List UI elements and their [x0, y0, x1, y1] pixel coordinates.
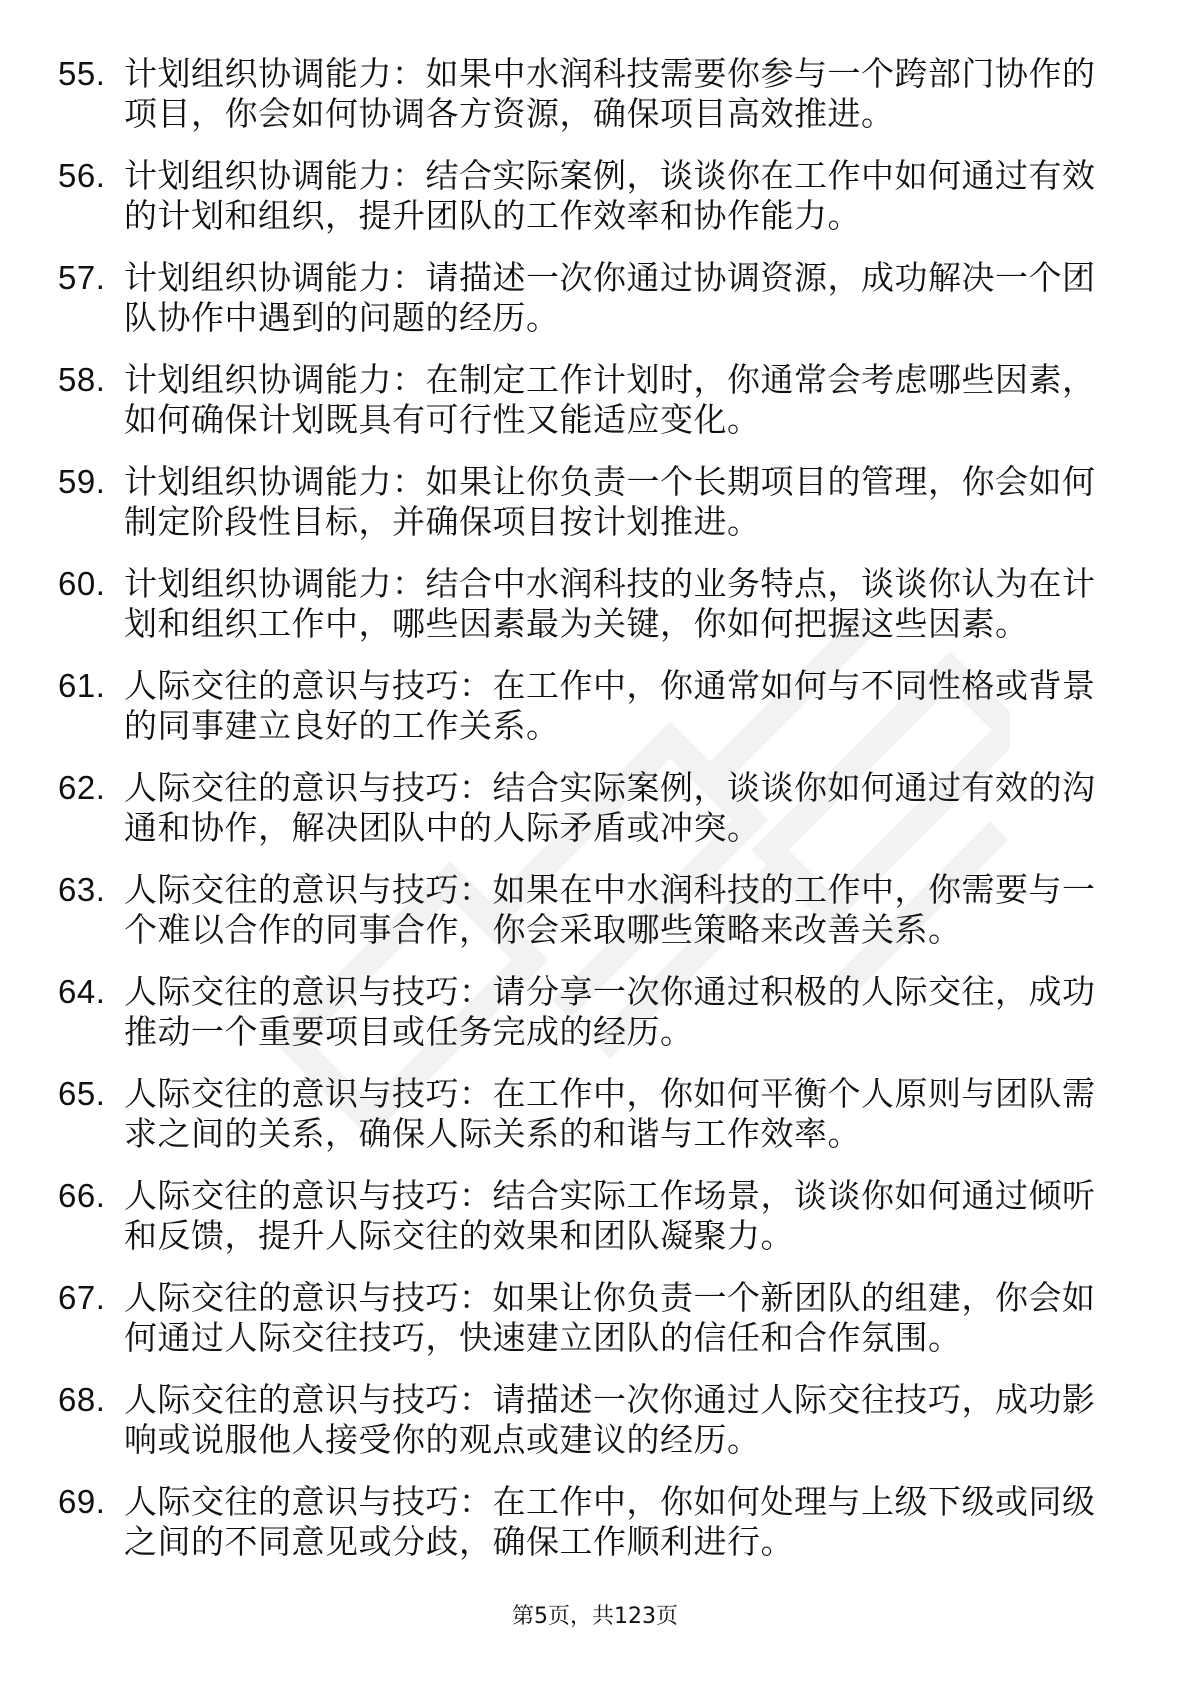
page-footer	[0, 1602, 1190, 1632]
question-item	[58, 1278, 1118, 1358]
question-item	[58, 666, 1118, 746]
question-number: 57.	[58, 259, 106, 296]
question-number: 60.	[58, 565, 106, 602]
question-number: 62.	[58, 769, 106, 806]
question-number: 68.	[58, 1381, 106, 1418]
question-item	[58, 1482, 1118, 1562]
question-number: 67.	[58, 1279, 106, 1316]
question-number: 61.	[58, 667, 106, 704]
question-item	[58, 258, 1118, 338]
question-text: 计划组织协调能力：请描述一次你通过协调资源，成功解决一个团队协作中遇到的问题的经历。	[124, 258, 1096, 337]
question-number: 65.	[58, 1075, 106, 1112]
question-number: 59.	[58, 463, 106, 500]
question-number: 58.	[58, 361, 106, 398]
question-item	[58, 564, 1118, 644]
question-item	[58, 156, 1118, 236]
question-text: 计划组织协调能力：如果中水润科技需要你参与一个跨部门协作的项目，你会如何协调各方资源，确保项目高效推进。	[124, 54, 1096, 133]
question-list	[58, 54, 1118, 1584]
question-text: 人际交往的意识与技巧：在工作中，你如何平衡个人原则与团队需求之间的关系，确保人际关系的和谐与工作效率。	[124, 1074, 1096, 1153]
question-number: 69.	[58, 1483, 106, 1520]
question-number: 64.	[58, 973, 106, 1010]
question-text: 人际交往的意识与技巧：请分享一次你通过积极的人际交往，成功推动一个重要项目或任务完成的经历。	[124, 972, 1096, 1051]
question-item	[58, 462, 1118, 542]
question-item	[58, 1074, 1118, 1154]
question-item	[58, 972, 1118, 1052]
question-number: 66.	[58, 1177, 106, 1214]
question-text: 人际交往的意识与技巧：结合实际工作场景，谈谈你如何通过倾听和反馈，提升人际交往的效果和团队凝聚力。	[124, 1176, 1096, 1255]
question-number: 55.	[58, 55, 106, 92]
page-number-label: 第5页，共123页	[512, 1604, 678, 1629]
question-item	[58, 1380, 1118, 1460]
question-text: 人际交往的意识与技巧：结合实际案例，谈谈你如何通过有效的沟通和协作，解决团队中的人际矛盾或冲突。	[124, 768, 1096, 847]
question-text: 人际交往的意识与技巧：如果在中水润科技的工作中，你需要与一个难以合作的同事合作，你会采取哪些策略来改善关系。	[124, 870, 1096, 949]
question-number: 63.	[58, 871, 106, 908]
question-number: 56.	[58, 157, 106, 194]
question-item	[58, 768, 1118, 848]
question-item	[58, 54, 1118, 134]
question-item	[58, 1176, 1118, 1256]
question-text: 人际交往的意识与技巧：在工作中，你如何处理与上级下级或同级之间的不同意见或分歧，确保工作顺利进行。	[124, 1482, 1096, 1561]
question-text: 计划组织协调能力：在制定工作计划时，你通常会考虑哪些因素，如何确保计划既具有可行性又能适应变化。	[124, 360, 1096, 439]
question-item	[58, 870, 1118, 950]
question-text: 人际交往的意识与技巧：如果让你负责一个新团队的组建，你会如何通过人际交往技巧，快速建立团队的信任和合作氛围。	[124, 1278, 1096, 1357]
question-text: 人际交往的意识与技巧：请描述一次你通过人际交往技巧，成功影响或说服他人接受你的观点或建议的经历。	[124, 1380, 1096, 1459]
question-text: 计划组织协调能力：如果让你负责一个长期项目的管理，你会如何制定阶段性目标，并确保项目按计划推进。	[124, 462, 1096, 541]
question-text: 计划组织协调能力：结合中水润科技的业务特点，谈谈你认为在计划和组织工作中，哪些因素最为关键，你如何把握这些因素。	[124, 564, 1096, 643]
question-item	[58, 360, 1118, 440]
question-text: 计划组织协调能力：结合实际案例，谈谈你在工作中如何通过有效的计划和组织，提升团队的工作效率和协作能力。	[124, 156, 1096, 235]
question-text: 人际交往的意识与技巧：在工作中，你通常如何与不同性格或背景的同事建立良好的工作关系。	[124, 666, 1096, 745]
